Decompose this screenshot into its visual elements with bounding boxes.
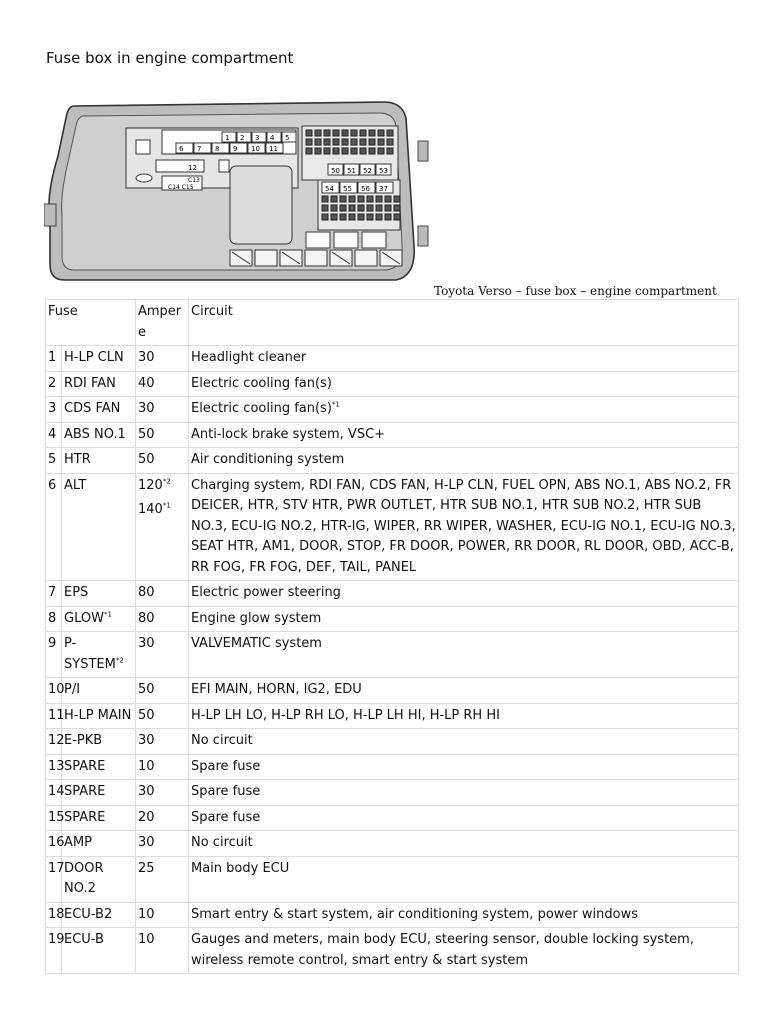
mini-fuse (367, 214, 373, 220)
fuse-number: 17 (46, 856, 62, 902)
fuse-number: 6 (46, 473, 62, 581)
figure-caption: Toyota Verso – fuse box – engine compartment (434, 284, 717, 298)
footnote-marker: *1 (331, 400, 340, 409)
table-row (46, 473, 739, 581)
table-row (46, 703, 739, 729)
fuse-slot-label: 2 (240, 134, 245, 142)
fuse-ampere: 50 (136, 448, 189, 474)
fuse-slot-label: 53 (379, 167, 388, 175)
fuse-name: AMP (62, 831, 136, 857)
fuse-name: SPARE (62, 805, 136, 831)
mini-fuse (387, 148, 393, 154)
table-row (46, 678, 739, 704)
fuse-slot-label: 54 (325, 185, 334, 193)
footnote-marker: *2 (162, 477, 171, 486)
fuse-circuit: Anti-lock brake system, VSC+ (189, 422, 739, 448)
fuse-slot-label: 50 (331, 167, 340, 175)
fuse-slot-label: 9 (233, 145, 238, 153)
page-title: Fuse box in engine compartment (46, 49, 294, 67)
fuse-ampere: 20 (136, 805, 189, 831)
fuse-ampere: 30 (136, 397, 189, 423)
table-row (46, 729, 739, 755)
fuse-circuit: Electric power steering (189, 581, 739, 607)
mini-fuse (376, 205, 382, 211)
fuse-ampere: 25 (136, 856, 189, 902)
mini-fuse (322, 214, 328, 220)
mini-fuse (387, 130, 393, 136)
fuse-name: HTR (62, 448, 136, 474)
table-row (46, 805, 739, 831)
table-row (46, 831, 739, 857)
table-row (46, 606, 739, 632)
table-row (46, 397, 739, 423)
mini-fuse (369, 148, 375, 154)
mini-fuse (315, 139, 321, 145)
table-row (46, 856, 739, 902)
fuse-number: 2 (46, 371, 62, 397)
fuse-number: 8 (46, 606, 62, 632)
table-header-row (46, 300, 739, 346)
fuse-ampere: 50 (136, 422, 189, 448)
table-row (46, 346, 739, 372)
footnote-marker: *1 (103, 610, 112, 619)
fuse-name: H-LP CLN (62, 346, 136, 372)
table-row (46, 448, 739, 474)
fuse-circuit: Spare fuse (189, 780, 739, 806)
table-row (46, 780, 739, 806)
mini-fuse (351, 139, 357, 145)
fuse-name: P-SYSTEM$^{*2}$ (62, 632, 136, 678)
mini-fuse (358, 205, 364, 211)
mini-fuse (378, 139, 384, 145)
fuse-number: 12 (46, 729, 62, 755)
fuse-slot-label: 11 (269, 145, 278, 153)
fuse-circuit: No circuit (189, 729, 739, 755)
fuse-circuit: Spare fuse (189, 754, 739, 780)
fuse-circuit: Smart entry & start system, air conditioning system, power windows (189, 902, 739, 928)
fuse-ampere: 30 (136, 831, 189, 857)
fuse-circuit: Engine glow system (189, 606, 739, 632)
mini-fuse (369, 130, 375, 136)
fuse-circuit: VALVEMATIC system (189, 632, 739, 678)
fuse-circuit: Spare fuse (189, 805, 739, 831)
fuse-slot-label: 5 (285, 134, 290, 142)
footnote-marker: *1 (162, 501, 171, 510)
fuse-box-diagram (44, 96, 436, 290)
fuse-name: RDI FAN (62, 371, 136, 397)
fuse-ampere: 80 (136, 606, 189, 632)
mini-fuse (349, 196, 355, 202)
fuse-name: H-LP MAIN (62, 703, 136, 729)
table-row (46, 581, 739, 607)
table-row (46, 632, 739, 678)
fuse-name: SPARE (62, 754, 136, 780)
mini-fuse (340, 214, 346, 220)
mini-fuse (376, 196, 382, 202)
mini-fuse (385, 214, 391, 220)
mini-fuse (324, 148, 330, 154)
fuse-slot-label: 4 (270, 134, 275, 142)
svg-text:C13: C13 (188, 177, 200, 184)
mini-fuse (394, 205, 400, 211)
fuse-circuit: Main body ECU (189, 856, 739, 902)
table-row (46, 754, 739, 780)
fuse-number: 15 (46, 805, 62, 831)
fuse-name: GLOW$^{*1}$ (62, 606, 136, 632)
fuse-name: DOOR NO.2 (62, 856, 136, 902)
fuse-name: ECU-B (62, 928, 136, 974)
fuse-name: SPARE (62, 780, 136, 806)
table-row (46, 371, 739, 397)
mini-fuse (358, 196, 364, 202)
fuse-circuit: Air conditioning system (189, 448, 739, 474)
mini-fuse (340, 196, 346, 202)
fuse-number: 9 (46, 632, 62, 678)
fuse-circuit: No circuit (189, 831, 739, 857)
header-circuit: Circuit (189, 300, 739, 346)
mini-fuse (342, 130, 348, 136)
fuse-ampere: 40 (136, 371, 189, 397)
fuse-ampere: 30 (136, 346, 189, 372)
mini-fuse (351, 148, 357, 154)
fuse-name: CDS FAN (62, 397, 136, 423)
mini-fuse (322, 205, 328, 211)
mini-fuse (387, 139, 393, 145)
mini-fuse (331, 214, 337, 220)
fuse-ampere: 10 (136, 902, 189, 928)
mini-fuse (385, 205, 391, 211)
mini-fuse (331, 205, 337, 211)
mini-fuse (333, 130, 339, 136)
fuse-table (45, 299, 739, 974)
table-row (46, 422, 739, 448)
fuse-ampere: 30 (136, 780, 189, 806)
relay-slot (255, 250, 277, 266)
fuse-name: ALT (62, 473, 136, 581)
fuse-circuit: H-LP LH LO, H-LP RH LO, H-LP LH HI, H-LP RH HI (189, 703, 739, 729)
svg-text:12: 12 (188, 164, 197, 172)
fuse-ampere: 50 (136, 703, 189, 729)
fuse-slot-label: 52 (363, 167, 372, 175)
fuse-slot-label: 10 (251, 145, 260, 153)
header-fuse: Fuse (46, 300, 136, 346)
fuse-number: 14 (46, 780, 62, 806)
fuse-number: 19 (46, 928, 62, 974)
mini-fuse (376, 214, 382, 220)
mini-fuse (349, 205, 355, 211)
fuse-name: ECU-B2 (62, 902, 136, 928)
fuse-number: 4 (46, 422, 62, 448)
fuse-number: 11 (46, 703, 62, 729)
fuse-circuit: Electric cooling fan(s) (189, 371, 739, 397)
fuse-name: E-PKB (62, 729, 136, 755)
fuse-slot-label: 55 (343, 185, 352, 193)
table-row (46, 928, 739, 974)
fuse-number: 13 (46, 754, 62, 780)
fuse-slot-label: 37 (379, 185, 388, 193)
mini-fuse (358, 214, 364, 220)
mini-fuse (306, 148, 312, 154)
fuse-slot-label: 6 (179, 145, 184, 153)
mini-fuse (315, 148, 321, 154)
mini-fuse (340, 205, 346, 211)
fuse-number: 7 (46, 581, 62, 607)
mini-fuse (385, 196, 391, 202)
fuse-slot-label: 1 (225, 134, 230, 142)
mini-fuse (367, 205, 373, 211)
fuse-ampere: 120$^{*2}$ 140$^{*1}$ (136, 473, 189, 581)
mini-fuse (394, 196, 400, 202)
mini-fuse (349, 214, 355, 220)
mini-fuse (306, 139, 312, 145)
mini-fuse (351, 130, 357, 136)
fuse-ampere: 10 (136, 754, 189, 780)
fuse-number: 3 (46, 397, 62, 423)
fuse-name: P/I (62, 678, 136, 704)
relay-slot (305, 250, 327, 266)
mini-fuse (360, 139, 366, 145)
mini-fuse (378, 130, 384, 136)
svg-text:C14 C15: C14 C15 (168, 184, 194, 191)
fuse-circuit: EFI MAIN, HORN, IG2, EDU (189, 678, 739, 704)
header-ampere: Amper e (136, 300, 189, 346)
mini-fuse (324, 139, 330, 145)
mini-fuse (342, 139, 348, 145)
mini-fuse (306, 130, 312, 136)
relay-slot (355, 250, 377, 266)
fuse-slot-label: 8 (215, 145, 220, 153)
fuse-number: 5 (46, 448, 62, 474)
fuse-circuit: Electric cooling $fan(s)^{*1}$ (189, 397, 739, 423)
fuse-ampere: 50 (136, 678, 189, 704)
fuse-number: 16 (46, 831, 62, 857)
fuse-ampere: 10 (136, 928, 189, 974)
mini-fuse (315, 130, 321, 136)
mini-fuse (333, 139, 339, 145)
mini-fuse (369, 139, 375, 145)
mini-fuse (394, 214, 400, 220)
fuse-number: 10 (46, 678, 62, 704)
fuse-ampere: 80 (136, 581, 189, 607)
table-row (46, 902, 739, 928)
fuse-ampere: 30 (136, 729, 189, 755)
fuse-slot-label: 51 (347, 167, 356, 175)
fuse-slot-label: 7 (197, 145, 202, 153)
fuse-number: 1 (46, 346, 62, 372)
footnote-marker: *2 (115, 656, 124, 665)
mini-fuse (378, 148, 384, 154)
mini-fuse (342, 148, 348, 154)
fuse-slot-label: 56 (361, 185, 370, 193)
fuse-circuit: Gauges and meters, main body ECU, steering sensor, double locking system, wireless remote control, smart entry & start system (189, 928, 739, 974)
fuse-number: 18 (46, 902, 62, 928)
fuse-ampere: 30 (136, 632, 189, 678)
fuse-slot-label: 3 (255, 134, 260, 142)
mini-fuse (322, 196, 328, 202)
fuse-name: ABS NO.1 (62, 422, 136, 448)
mini-fuse (331, 196, 337, 202)
mini-fuse (324, 130, 330, 136)
fuse-circuit: Charging system, RDI FAN, CDS FAN, H-LP CLN, FUEL OPN, ABS NO.1, ABS NO.2, FR DEICER, HTR, STV HTR, PWR OUTLET, HTR SUB NO.1, HTR SUB NO.2, HTR SUB NO.3, ECU-IG NO.2, HTR-IG, WIPER, RR WIPER, WASHER, ECU-IG NO.1, ECU-IG NO.3, SEAT HTR, AM1, DOOR, STOP, FR DOOR, POWER, RR DOOR, RL DOOR, OBD, ACC-B, RR FOG, FR FOG, DEF, TAIL, PANEL (189, 473, 739, 581)
mini-fuse (360, 130, 366, 136)
fuse-name: EPS (62, 581, 136, 607)
mini-fuse (367, 196, 373, 202)
fuse-circuit: Headlight cleaner (189, 346, 739, 372)
mini-fuse (360, 148, 366, 154)
mini-fuse (333, 148, 339, 154)
